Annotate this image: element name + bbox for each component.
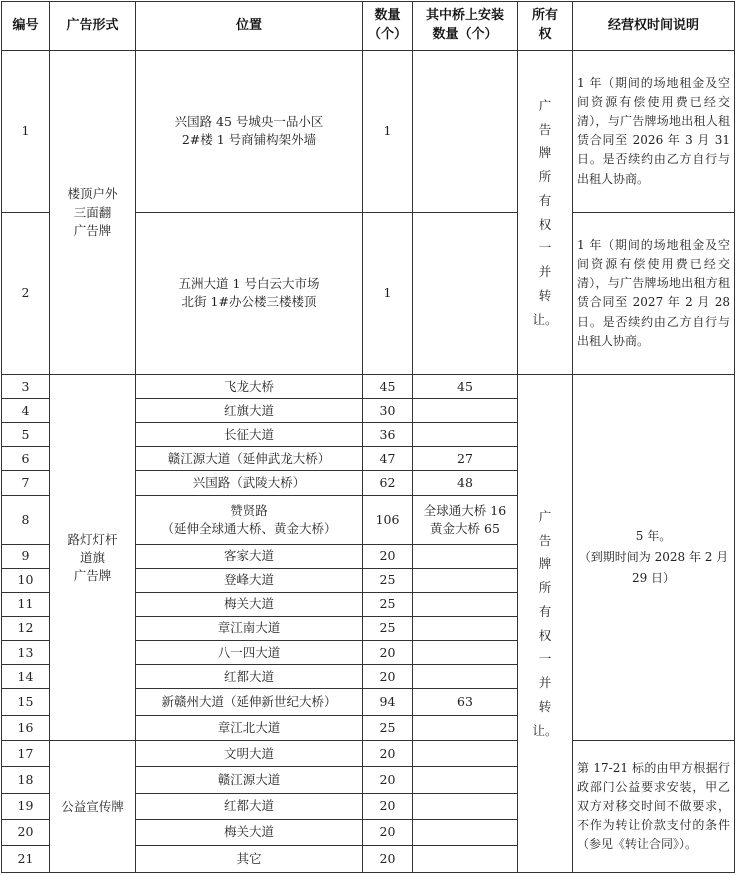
row-count: 20 (363, 741, 413, 767)
row-location: 客家大道 (136, 544, 363, 568)
row-period-note: 1 年（期间的场地租金及空间资源有偿使用费已经交清），与广告牌场地出租方租赁合同至 2027 年 2 月 28 日。是否续约由乙方自行与出租人协商。 (573, 212, 735, 375)
row-location: 文明大道 (136, 741, 363, 767)
ad-form-public-service: 公益宣传牌 (50, 741, 136, 873)
row-no: 6 (2, 447, 50, 471)
row-no: 4 (2, 399, 50, 423)
row-count: 94 (363, 689, 413, 716)
row-location: 兴国路（武陵大桥） (136, 471, 363, 495)
row-count: 20 (363, 819, 413, 845)
row-location: 兴国路 45 号城央一品小区 2#楼 1 号商铺构架外墙 (136, 51, 363, 213)
row-no: 15 (2, 689, 50, 716)
header-period: 经营权时间说明 (573, 2, 735, 51)
row-bridge-count (413, 741, 518, 767)
row-period-note: 1 年（期间的场地租金及空间资源有偿使用费已经交清），与广告牌场地出租人租赁合同至 2026 年 3 月 31 日。是否续约由乙方自行与出租人协商。 (573, 51, 735, 213)
row-count: 47 (363, 447, 413, 471)
header-ownership: 所有 权 (518, 2, 573, 51)
row-location: 赞贤路 （延伸全球通大桥、黄金大桥） (136, 495, 363, 544)
row-no: 17 (2, 741, 50, 767)
row-bridge-count (413, 767, 518, 793)
row-bridge-count: 全球通大桥 16 黄金大桥 65 (413, 495, 518, 544)
row-location: 其它 (136, 845, 363, 872)
row-location: 赣江源大道 (136, 767, 363, 793)
row-bridge-count: 27 (413, 447, 518, 471)
row-location: 长征大道 (136, 423, 363, 447)
row-count: 25 (363, 568, 413, 592)
row-bridge-count (413, 212, 518, 375)
row-count: 25 (363, 592, 413, 616)
row-count: 1 (363, 51, 413, 213)
row-bridge-count (413, 568, 518, 592)
row-count: 106 (363, 495, 413, 544)
row-no: 13 (2, 641, 50, 665)
row-no: 8 (2, 495, 50, 544)
table-row (2, 741, 735, 767)
row-no: 11 (2, 592, 50, 616)
period-streetlamp: 5 年。 （到期时间为 2028 年 2 月 29 日） (573, 375, 735, 741)
row-no: 12 (2, 616, 50, 640)
row-count: 25 (363, 716, 413, 741)
row-location: 飞龙大桥 (136, 375, 363, 399)
row-location: 五洲大道 1 号白云大市场 北街 1#办公楼三楼楼顶 (136, 212, 363, 375)
row-no: 21 (2, 845, 50, 872)
row-no: 19 (2, 793, 50, 819)
table-row (2, 375, 735, 399)
ad-inventory-table (1, 1, 735, 873)
period-public-service: 第 17-21 标的由甲方根据行政部门公益要求安装，甲乙双方对移交时间不做要求，不作为转让价款支付的条件（参见《转让合同》）。 (573, 741, 735, 873)
header-no: 编号 (2, 2, 50, 51)
row-location: 赣江源大道（延伸武龙大桥） (136, 447, 363, 471)
header-row (2, 2, 735, 51)
row-location: 章江北大道 (136, 716, 363, 741)
row-count: 20 (363, 641, 413, 665)
row-no: 18 (2, 767, 50, 793)
row-count: 45 (363, 375, 413, 399)
row-bridge-count (413, 616, 518, 640)
row-location: 红旗大道 (136, 399, 363, 423)
row-no: 2 (2, 212, 50, 375)
row-location: 梅关大道 (136, 819, 363, 845)
row-bridge-count (413, 845, 518, 872)
row-no: 9 (2, 544, 50, 568)
row-bridge-count (413, 793, 518, 819)
row-bridge-count (413, 399, 518, 423)
header-count: 数量 （个） (363, 2, 413, 51)
row-count: 20 (363, 665, 413, 689)
ad-form-rooftop: 楼顶户外 三面翻 广告牌 (50, 51, 136, 375)
ownership-rooftop: 广 告 牌 所 有 权 一 并 转 让。 (518, 51, 573, 375)
row-bridge-count (413, 665, 518, 689)
row-location: 梅关大道 (136, 592, 363, 616)
row-bridge-count (413, 544, 518, 568)
table-row (2, 51, 735, 213)
row-bridge-count: 48 (413, 471, 518, 495)
row-count: 30 (363, 399, 413, 423)
row-no: 1 (2, 51, 50, 213)
ad-form-streetlamp: 路灯灯杆 道旗 广告牌 (50, 375, 136, 741)
row-bridge-count (413, 716, 518, 741)
row-count: 20 (363, 544, 413, 568)
header-bridge-count: 其中桥上安装 数量（个） (413, 2, 518, 51)
row-no: 16 (2, 716, 50, 741)
row-bridge-count (413, 423, 518, 447)
row-count: 20 (363, 767, 413, 793)
row-location: 红都大道 (136, 793, 363, 819)
row-bridge-count (413, 641, 518, 665)
row-bridge-count (413, 819, 518, 845)
row-location: 红都大道 (136, 665, 363, 689)
header-location: 位置 (136, 2, 363, 51)
row-location: 八一四大道 (136, 641, 363, 665)
row-no: 20 (2, 819, 50, 845)
row-bridge-count (413, 51, 518, 213)
row-bridge-count: 45 (413, 375, 518, 399)
row-bridge-count: 63 (413, 689, 518, 716)
row-no: 10 (2, 568, 50, 592)
ownership-streetlamp: 广 告 牌 所 有 权 一 并 转 让。 (518, 375, 573, 873)
row-count: 20 (363, 845, 413, 872)
row-bridge-count (413, 592, 518, 616)
row-no: 7 (2, 471, 50, 495)
row-count: 62 (363, 471, 413, 495)
row-no: 5 (2, 423, 50, 447)
row-no: 14 (2, 665, 50, 689)
row-count: 20 (363, 793, 413, 819)
row-count: 25 (363, 616, 413, 640)
row-location: 新赣州大道（延伸新世纪大桥） (136, 689, 363, 716)
row-location: 登峰大道 (136, 568, 363, 592)
row-location: 章江南大道 (136, 616, 363, 640)
row-no: 3 (2, 375, 50, 399)
row-count: 1 (363, 212, 413, 375)
header-form: 广告形式 (50, 2, 136, 51)
row-count: 36 (363, 423, 413, 447)
